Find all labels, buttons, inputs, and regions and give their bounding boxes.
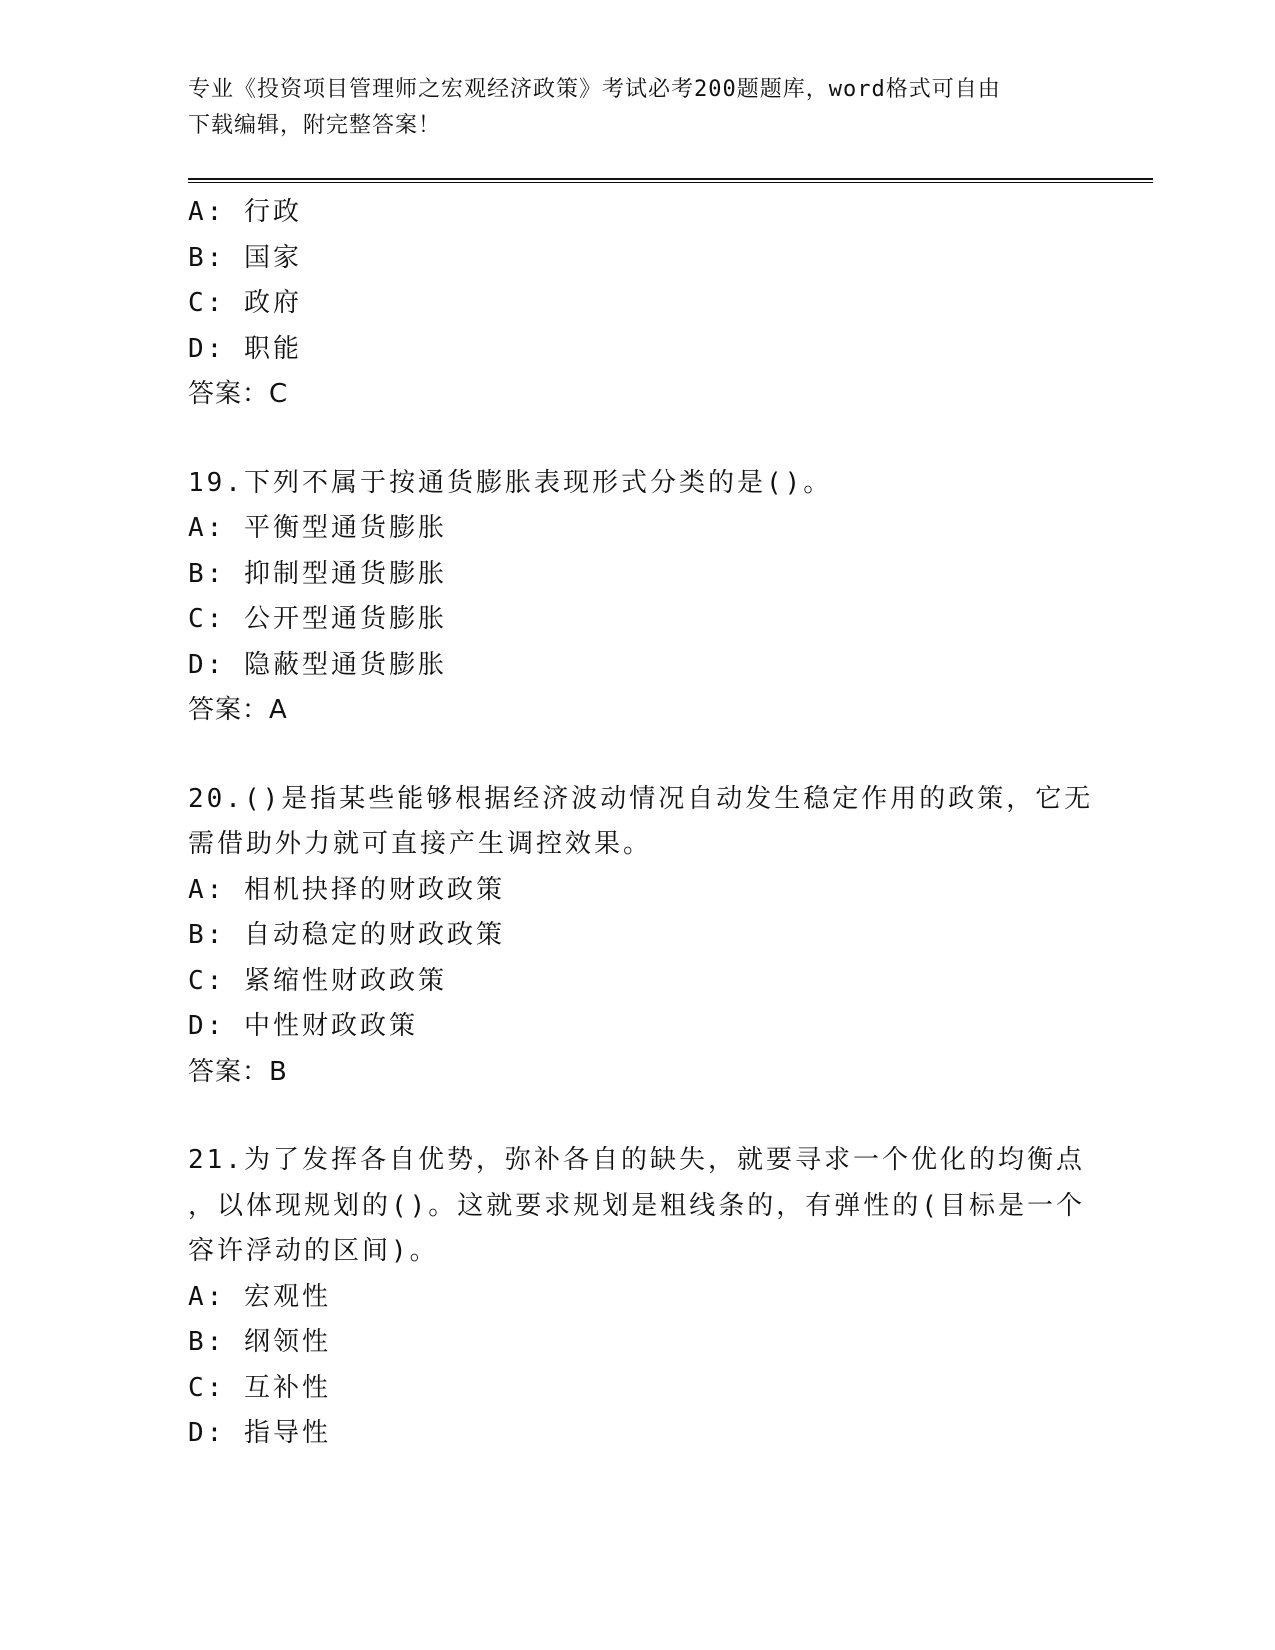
question-text-line-1: 20.()是指某些能够根据经济波动情况自动发生稳定作用的政策，它无 — [188, 783, 1094, 814]
option-a: A: 宏观性 — [188, 1281, 331, 1312]
question-text-line-3: 容许浮动的区间)。 — [188, 1236, 439, 1266]
option-a: A: 平衡型通货膨胀 — [188, 513, 447, 543]
question-block-18 — [188, 190, 1088, 418]
option-b: B: 纲领性 — [188, 1327, 331, 1357]
document-header — [188, 72, 1088, 144]
header-line-1: 专业《投资项目管理师之宏观经济政策》考试必考200题题库，word格式可自由 — [188, 77, 1001, 102]
spacer — [188, 734, 1088, 777]
option-b: B: 自动稳定的财政政策 — [188, 920, 505, 950]
question-block-21 — [188, 1138, 1088, 1457]
header-line-2: 下载编辑，附完整答案！ — [188, 113, 442, 138]
answer-line: 答案：B — [188, 1056, 288, 1087]
question-text-line-2: 需借助外力就可直接产生调控效果。 — [188, 829, 653, 859]
option-d: D: 职能 — [188, 333, 302, 364]
option-c: C: 公开型通货膨胀 — [188, 604, 447, 634]
option-c: C: 政府 — [188, 288, 302, 318]
answer-line: 答案：C — [188, 379, 289, 409]
header-divider — [188, 178, 1153, 183]
option-c: C: 互补性 — [188, 1372, 331, 1403]
question-text-line-1: 21.为了发挥各自优势，弥补各自的缺失，就要寻求一个优化的均衡点 — [188, 1145, 1085, 1175]
question-text: 19.下列不属于按通货膨胀表现形式分类的是()。 — [188, 467, 833, 498]
question-block-19 — [188, 461, 1088, 734]
question-text-line-2: ，以体现规划的()。这就要求规划是粗线条的，有弹性的(目标是一个 — [188, 1190, 1085, 1221]
option-a: A: 相机抉择的财政政策 — [188, 874, 505, 905]
question-list — [188, 190, 1094, 1457]
option-b: B: 国家 — [188, 242, 302, 273]
option-a: A: 行政 — [188, 197, 302, 227]
spacer — [188, 418, 1088, 461]
option-b: B: 抑制型通货膨胀 — [188, 558, 447, 589]
option-c: C: 紧缩性财政政策 — [188, 965, 447, 996]
answer-line: 答案：A — [188, 695, 288, 725]
question-block-20 — [188, 777, 1094, 1096]
option-d: D: 隐蔽型通货膨胀 — [188, 649, 447, 680]
option-d: D: 指导性 — [188, 1418, 331, 1448]
option-d: D: 中性财政政策 — [188, 1011, 418, 1041]
spacer — [188, 1095, 1088, 1138]
